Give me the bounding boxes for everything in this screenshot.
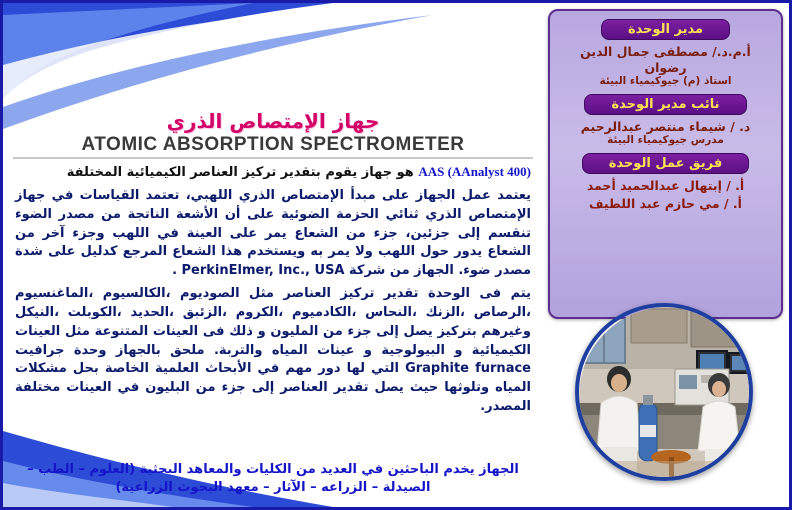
- manager-role: استاذ (م) جيوكيمياء البيئة: [599, 75, 732, 88]
- paragraph-principle: يعتمد عمل الجهاز على مبدأ الإمتصاص الذري اللهبي، تعتمد القياسات في جهاز الإمتصاص الذري ثنائي الحزمة الضوئية على أن الأشعة الناتجة من مصدر الضوء تنقسم إلى جزئين، جزء من الشعاع يمر على العينة في اللهب وجزء آخر من الشعاع يدور حول اللهب ولا يمر به ويستخدم هذا الشعاع المرجع كدليل على شدة مصدر ضوء. الجهاز من شركة PerkinElmer, Inc., USA .: [15, 187, 531, 279]
- panel-section-team: [558, 151, 773, 213]
- main-content: [13, 109, 533, 421]
- deputy-role: مدرس جيوكيمياء البيئة: [607, 134, 724, 147]
- team-member-1: أ. / إبتهال عبدالحميد أحمد: [586, 178, 745, 194]
- footer-note: الجهاز يخدم الباحثين في العديد من الكليات والمعاهد البحثية (العلوم – الطب – الصيدلة – الزراعه – الآثار – معهد البحوث الزراعية): [27, 461, 519, 495]
- intro-text: هو جهاز يقوم بتقدير تركيز العناصر الكيميائية المختلفة: [66, 165, 414, 180]
- panel-section-deputy: [558, 92, 773, 147]
- paragraph-elements: يتم فى الوحدة تقدير تركيز العناصر مثل الصوديوم ،الكالسيوم ،الماغنسيوم ،الرصاص ،الزنك ،النحاس ،الكادميوم ،الكروم ،الزئبق ،الحديد ،الكوبلت ،النيكل وغيرهم بتركيز يصل إلى جزء من المليون و ذلك فى العينات المتنوعة مثل العينات الكيميائية و البيولوجية و عينات المياه والتربة. ملحق بالجهاز وحدة جرافيت Graphite furnace التي لها دور مهم في الأبحاث العلمية الخاصة بحل مشكلات المياه وتلوثها حيث يصل تقدير العناصر إلى جزء من البليون في العينات مختلفة المصدر.: [15, 286, 531, 415]
- lab-photo-illustration: [579, 307, 753, 481]
- panel-heading-manager: مدير الوحدة: [601, 19, 730, 40]
- panel-heading-team: فريق عمل الوحدة: [582, 153, 750, 174]
- page-title-english: ATOMIC ABSORPTION SPECTROMETER: [13, 134, 533, 159]
- deputy-name: د. / شيماء منتصر عبدالرحيم: [580, 118, 751, 134]
- manager-name: أ.م.د./ مصطفى جمال الدين رضوان: [580, 44, 751, 75]
- device-model: AAS (AAnalyst 400): [418, 164, 531, 179]
- panel-section-manager: [558, 17, 773, 88]
- panel-heading-deputy: نائب مدير الوحدة: [584, 94, 746, 115]
- page-title-arabic: جهاز الإمتصاص الذري: [166, 109, 380, 133]
- paragraph-intro: [15, 163, 531, 183]
- team-member-2: أ. / مي حازم عبد اللطيف: [589, 195, 742, 211]
- unit-staff-panel: [548, 9, 783, 319]
- lab-photo: [575, 303, 753, 481]
